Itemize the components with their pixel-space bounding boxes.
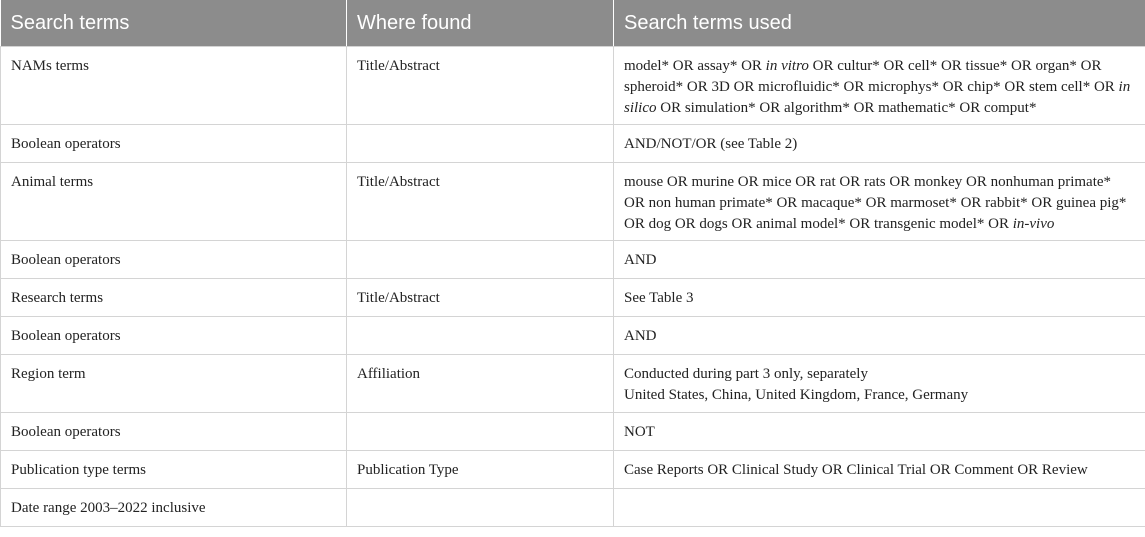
- cell-used: AND: [614, 317, 1145, 355]
- cell-where: Title/Abstract: [347, 47, 614, 125]
- table-row: [1, 125, 1145, 163]
- cell-used: Case Reports OR Clinical Study OR Clinical Trial OR Comment OR Review: [614, 451, 1145, 489]
- cell-used: AND: [614, 241, 1145, 279]
- cell-term: Research terms: [1, 279, 347, 317]
- table-row: [1, 413, 1145, 451]
- italic-term: in silico: [624, 79, 1131, 116]
- cell-term: Region term: [1, 355, 347, 413]
- cell-where: [347, 317, 614, 355]
- cell-term: Boolean operators: [1, 413, 347, 451]
- italic-term: in-vivo: [1012, 216, 1055, 232]
- header-where-found: Where found: [347, 0, 614, 47]
- cell-used: model* OR assay* OR in vitro OR cultur* OR cell* OR tissue* OR organ* OR spheroid* OR 3D OR microfluidic* OR microphys* OR chip* OR stem cell* OR in silico OR simulation* OR algorithm* OR mathematic* OR comput*: [614, 47, 1145, 125]
- cell-where: [347, 241, 614, 279]
- cell-used: NOT: [614, 413, 1145, 451]
- header-search-terms-used: Search terms used: [614, 0, 1145, 47]
- header-search-terms: Search terms: [1, 0, 347, 47]
- cell-term: Publication type terms: [1, 451, 347, 489]
- cell-where: [347, 489, 614, 527]
- cell-term: Boolean operators: [1, 317, 347, 355]
- table-row: [1, 279, 1145, 317]
- table-row: [1, 317, 1145, 355]
- cell-where: Publication Type: [347, 451, 614, 489]
- cell-where: Title/Abstract: [347, 163, 614, 241]
- italic-term: in vitro: [765, 58, 809, 74]
- table-row: [1, 47, 1145, 125]
- table-row: [1, 241, 1145, 279]
- table-row: [1, 163, 1145, 241]
- table-row: [1, 451, 1145, 489]
- header-row: [1, 0, 1145, 47]
- cell-used: Conducted during part 3 only, separately United States, China, United Kingdom, France, Germany: [614, 355, 1145, 413]
- cell-where: [347, 413, 614, 451]
- cell-where: [347, 125, 614, 163]
- cell-term: Boolean operators: [1, 241, 347, 279]
- table-row: [1, 489, 1145, 527]
- cell-where: Affiliation: [347, 355, 614, 413]
- cell-term: Animal terms: [1, 163, 347, 241]
- cell-term: Boolean operators: [1, 125, 347, 163]
- cell-used: See Table 3: [614, 279, 1145, 317]
- table-row: [1, 355, 1145, 413]
- cell-used: [614, 489, 1145, 527]
- cell-used: mouse OR murine OR mice OR rat OR rats OR monkey OR nonhuman primate* OR non human primate* OR macaque* OR marmoset* OR rabbit* OR guinea pig* OR dog OR dogs OR animal model* OR transgenic model* OR in-vivo: [614, 163, 1145, 241]
- cell-term: Date range 2003–2022 inclusive: [1, 489, 347, 527]
- cell-term: NAMs terms: [1, 47, 347, 125]
- cell-where: Title/Abstract: [347, 279, 614, 317]
- cell-used: AND/NOT/OR (see Table 2): [614, 125, 1145, 163]
